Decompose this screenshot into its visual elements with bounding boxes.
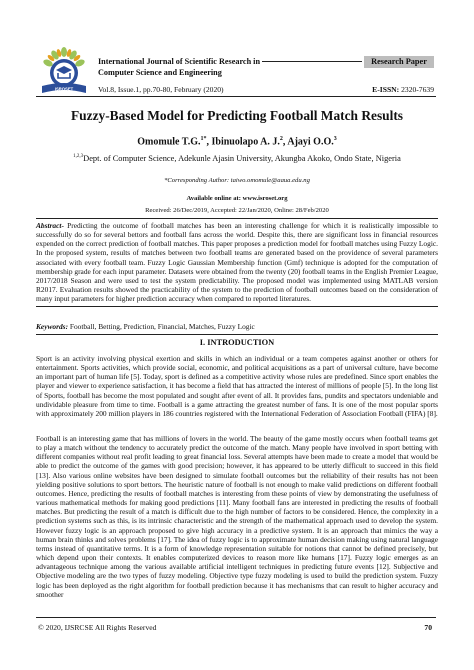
abstract (36, 218, 438, 307)
research-paper-badge: Research Paper (364, 56, 434, 68)
available-online: Available online at: www.isroset.org (186, 195, 288, 202)
section-heading: I. INTRODUCTION (199, 338, 275, 347)
author-sup: 1* (200, 136, 207, 142)
keywords-divider (36, 334, 438, 335)
body-paragraph: Football is an interesting game that has millions of lovers in the world. The beauty of the game mostly occurs when football teams get to play a match without the tendency to accurately predict the outcome of the match. Many people have involved in sport betting with different companies without real profit leading to great financial loss. Several attempts have been made to create a model that would be able to predict the outcome of the games with good precision; however, it has appeared to be utterly difficult to succeed in this field [13]. Also various online websites have been designed to simulate football outcomes but the reliability of their results has not been yielding positive solutions to sport bettors. The heuristic nature of football is not enough to make valid predictions on different football outcomes. Hence, predicting the results of football matches is interesting from these points of view by demonstrating the usefulness of various mathematical methods for making good predictions [11]. Many football fans are interested in predicting the results of football matches. But predicting the result of a match is difficult due to the high number of factors to be considered. Hence, the complexity in a prediction systems such as this, is its intrinsic characteristic and the strength of the mathematical approach used to develop the system. However fuzzy logic is an approach proposed to give high accuracy in a predictive system. It is an approach that mimics the way a human brain thinks and solves problems [17]. The idea of fuzzy logic is to approximate human decision making using natural language terms instead of quantitative terms. It is a form of knowledge representation suitable for notions that cannot be defined precisely, but which depend upon their contexts. It enables computerized devices to reason more like humans [17]. Fuzzy logic emerges as an advantageous technique among the various available artificial intelligent techniques in predicting future events [12]. Subjective and Objective modeling are the two types of fuzzy modeling. Objective type fuzzy modeling is used to build the prediction system. Fuzzy logic has been deployed as the right algorithm for football prediction because it has mechanisms that can result to higher accuracy and smoother (36, 434, 438, 599)
affiliation-text: Dept. of Computer Science, Adekunle Ajasin University, Akungba Akoko, Ondo State, Nigeria (83, 154, 401, 163)
e-issn-value: 2320-7639 (401, 85, 434, 94)
author-name: Ibinuolapo A. J. (211, 136, 280, 148)
e-issn-label: E-ISSN: (372, 85, 400, 94)
affiliation (0, 154, 474, 163)
corresponding-author: *Corresponding Author: taiwo.omomule@aaua.edu.ng (164, 177, 310, 184)
author-name: Ajayi O.O. (287, 136, 334, 148)
author-list: Omomule T.G.$^{1*}$, Ibinuolapo A. J.$^2$, Ajayi O.O.$^3$ (137, 136, 337, 148)
author-sup: 3 (333, 136, 337, 142)
submission-dates: Received: 26/Dec/2019, Accepted: 22/Jan/2020, Online: 28/Feb/2020 (145, 207, 329, 214)
copyright: © 2020, IJSRCSE All Rights Reserved (38, 623, 157, 632)
journal-name-line1: International Journal of Scientific Research in (98, 57, 260, 66)
keywords (36, 322, 438, 331)
logo-text: ISROSET (54, 86, 74, 92)
page-number: 70 (424, 623, 432, 632)
affiliation-sup: 1,2,3 (73, 154, 84, 160)
journal-name-line2: Computer Science and Engineering (98, 67, 222, 77)
journal-logo-icon (36, 46, 92, 100)
abstract-label: Abstract- (36, 221, 64, 230)
body-paragraph: Sport is an activity involving physical exertion and skills in which an individual or a team competes against another or others for entertainment. Sports activities, which provide social, economic, and political acquisitions as a part of universal culture, have become an important part of human life [5]. Today, sport is defined as a competitive activity whose rules are predefined. Since sport enables the player and viewer to experience satisfaction, it has become a field that has attracted the interest of millions of people [5]. In the long list of Sports, football has become the most populated and sought after event of all. It provides fans, pundits and spectators undeniable and undividable pleasure from time to time. Football is a game attracting the greatest number of fans. It is one of the most popular sports with approximately 200 million players in 186 countries registered with the International Federation of Association Football (FIFA) [8]. (36, 354, 438, 418)
keywords-label: Keywords: (36, 322, 69, 331)
author-name: Omomule T.G. (137, 136, 201, 148)
paper-title: Fuzzy-Based Model for Predicting Football Match Results (71, 108, 403, 123)
footer-divider (36, 617, 436, 618)
journal-name (98, 57, 368, 78)
abstract-text: Predicting the outcome of football matches has been an interesting challenge for which it is realistically impossible to successfully do so for several bettors and football fans across the world. Despite this, there are significant loss in financial resources expended on the correct prediction of football matches. This paper proposes a prediction model for football matches using Fuzzy Logic. In the proposed system, results of matches between two football teams are generated based on the providence of several parameters associated with every football team. Fuzzy Logic Gaussian Membership function (Gmf) technique is adopted for the computation of membership grade for each input parameter. Datasets were obtained from the twenty (20) football teams in the English Premier League, 2017/2018 Season and were used to test the system predictability. The proposed model was implemented using MATLAB version R2017. Evaluation results showed the practicability of the system to the prediction of football outcomes based on the consideration of many input parameters for higher prediction accuracy when compared to reported literatures. (36, 221, 438, 304)
author-sup: 2 (279, 136, 283, 142)
e-issn (372, 85, 434, 94)
keywords-text: Football, Betting, Prediction, Financial, Matches, Fuzzy Logic (68, 322, 255, 331)
volume-issue: Vol.8, Issue.1, pp.70-80, February (2020) (98, 85, 224, 94)
header-divider (36, 96, 436, 97)
